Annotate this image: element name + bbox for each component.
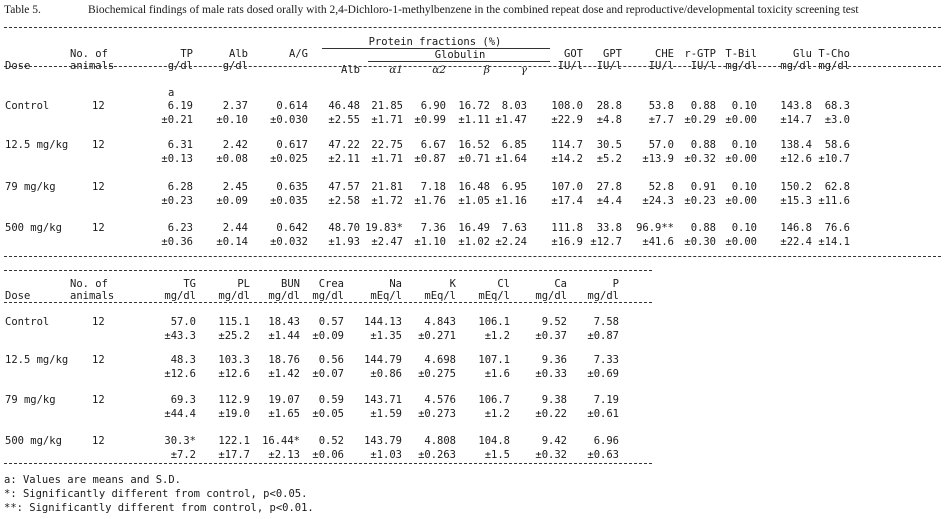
table-cell-mean: 0.56 [318, 354, 344, 366]
table-cell-mean: 4.843 [424, 316, 456, 328]
table-cell-mean: 146.8 [780, 222, 812, 234]
table-cell-mean: 7.18 [420, 181, 446, 193]
table-cell-sd: ±0.87 [414, 153, 446, 165]
table1-top-rule [4, 27, 941, 28]
table-cell-sd: ±17.7 [218, 449, 250, 461]
column-header-unit: mg/dl [312, 290, 344, 302]
table-cell-sd: ±1.6 [484, 368, 510, 380]
column-header: GPT [603, 48, 622, 60]
table-cell-sd: ±3.0 [824, 114, 850, 126]
table-cell-sd: ±43.3 [164, 330, 196, 342]
table-cell-sd: ±0.30 [684, 236, 716, 248]
table-cell-mean: 2.37 [222, 100, 248, 112]
table-cell-sd: ±0.273 [418, 408, 456, 420]
table-cell-mean: 96.9** [636, 222, 674, 234]
table-cell-sd: ±1.02 [458, 236, 490, 248]
table-cell-mean: 33.8 [596, 222, 622, 234]
column-header: P [612, 278, 619, 290]
table-cell-mean: 21.85 [371, 100, 403, 112]
table-cell-sd: ±22.9 [551, 114, 583, 126]
table-cell-sd: ±12.6 [164, 368, 196, 380]
table-cell-mean: 0.614 [276, 100, 308, 112]
table-cell-mean: 9.52 [541, 316, 567, 328]
table-cell-mean: 122.1 [218, 435, 250, 447]
table-cell-sd: ±0.00 [725, 114, 757, 126]
table-cell-sd: ±0.07 [312, 368, 344, 380]
table-cell-mean: 48.3 [170, 354, 196, 366]
table-cell-mean: 2.44 [222, 222, 248, 234]
table-cell-mean: 68.3 [824, 100, 850, 112]
table-cell-mean: 7.63 [501, 222, 527, 234]
table-cell-mean: 21.81 [371, 181, 403, 193]
animals-header: animals [70, 60, 115, 72]
table-cell-sd: ±0.035 [270, 195, 308, 207]
row-dose: 12.5 mg/kg [5, 139, 69, 151]
table2-header-rule [4, 302, 652, 303]
table-cell-mean: 143.8 [780, 100, 812, 112]
table-cell-sd: ±0.71 [458, 153, 490, 165]
column-header-unit: mg/dl [268, 290, 300, 302]
table-cell-mean: 7.58 [593, 316, 619, 328]
table-cell-mean: 112.9 [218, 394, 250, 406]
table-cell-mean: 19.07 [268, 394, 300, 406]
table-cell-sd: ±0.69 [587, 368, 619, 380]
table-cell-sd: ±0.29 [684, 114, 716, 126]
table-cell-mean: 4.698 [424, 354, 456, 366]
row-dose: 500 mg/kg [5, 222, 62, 234]
table-cell-mean: 0.88 [690, 222, 716, 234]
table-cell-sd: ±1.93 [328, 236, 360, 248]
table-cell-mean: 144.13 [364, 316, 402, 328]
table-cell-sd: ±2.11 [328, 153, 360, 165]
column-header: K [449, 278, 456, 290]
column-header: Crea [318, 278, 344, 290]
table-cell-sd: ±10.7 [818, 153, 850, 165]
table-cell-sd: ±4.4 [596, 195, 622, 207]
column-header-unit: α2 [432, 64, 446, 76]
table-cell-sd: ±12.7 [590, 236, 622, 248]
table-cell-sd: ±0.10 [216, 114, 248, 126]
table-cell-sd: ±13.9 [642, 153, 674, 165]
column-header: GOT [564, 48, 583, 60]
row-animals: 12 [92, 316, 105, 328]
column-header-unit: γ [520, 64, 527, 76]
table-cell-sd: ±0.86 [370, 368, 402, 380]
table-cell-mean: 143.71 [364, 394, 402, 406]
table-cell-sd: ±0.263 [418, 449, 456, 461]
table-cell-sd: ±4.8 [596, 114, 622, 126]
table-cell-sd: ±14.1 [818, 236, 850, 248]
table-cell-mean: 57.0 [170, 316, 196, 328]
table-cell-sd: ±12.6 [218, 368, 250, 380]
table-cell-sd: ±0.99 [414, 114, 446, 126]
row-dose: 12.5 mg/kg [5, 354, 69, 366]
column-header-unit: IU/l [690, 60, 716, 72]
row-animals: 12 [92, 139, 105, 151]
table-cell-sd: ±1.42 [268, 368, 300, 380]
table-cell-mean: 114.7 [551, 139, 583, 151]
animals-header: No. of [70, 278, 108, 290]
table-cell-sd: ±1.71 [371, 114, 403, 126]
table-cell-sd: ±0.00 [725, 195, 757, 207]
table-cell-sd: ±25.2 [218, 330, 250, 342]
table-cell-mean: 106.7 [478, 394, 510, 406]
table-cell-sd: ±0.030 [270, 114, 308, 126]
row-dose: 79 mg/kg [5, 181, 56, 193]
table-cell-mean: 0.10 [731, 181, 757, 193]
table-cell-sd: ±1.05 [458, 195, 490, 207]
table-cell-sd: ±0.00 [725, 153, 757, 165]
column-header-unit: β [483, 64, 490, 76]
dose-header: Dose [5, 290, 31, 302]
table-cell-sd: ±0.33 [535, 368, 567, 380]
table-cell-sd: ±0.09 [312, 330, 344, 342]
table-cell-mean: 115.1 [218, 316, 250, 328]
table-cell-mean: 6.95 [501, 181, 527, 193]
column-header: T-Cho [818, 48, 850, 60]
table-cell-sd: ±0.271 [418, 330, 456, 342]
column-header-unit: mg/dl [218, 290, 250, 302]
table-cell-sd: ±0.32 [684, 153, 716, 165]
table-cell-mean: 2.45 [222, 181, 248, 193]
row-animals: 12 [92, 354, 105, 366]
table-cell-mean: 16.52 [458, 139, 490, 151]
column-header-unit: IU/l [557, 60, 583, 72]
table-cell-mean: 0.10 [731, 139, 757, 151]
table-cell-sd: ±1.03 [370, 449, 402, 461]
table-cell-sd: ±1.72 [371, 195, 403, 207]
table-cell-mean: 6.67 [420, 139, 446, 151]
table-cell-sd: ±1.35 [370, 330, 402, 342]
table-cell-sd: ±1.5 [484, 449, 510, 461]
table-cell-sd: ±2.24 [495, 236, 527, 248]
table-label: Table 5. [4, 4, 41, 16]
column-header: r-GTP [684, 48, 716, 60]
table-cell-sd: ±1.44 [268, 330, 300, 342]
table-cell-mean: 0.10 [731, 222, 757, 234]
table-cell-mean: 0.57 [318, 316, 344, 328]
table-cell-mean: 106.1 [478, 316, 510, 328]
table-cell-mean: 7.36 [420, 222, 446, 234]
table-cell-sd: ±22.4 [780, 236, 812, 248]
superscript-a: a [168, 87, 175, 99]
table-cell-sd: ±0.23 [684, 195, 716, 207]
column-header-unit: mEq/l [478, 290, 510, 302]
table-cell-mean: 57.0 [648, 139, 674, 151]
table-cell-sd: ±1.47 [495, 114, 527, 126]
footnote: **: Significantly different from control, p<0.01. [4, 502, 314, 514]
column-header: Ca [554, 278, 567, 290]
table-cell-mean: 30.5 [596, 139, 622, 151]
column-header: T-Bil [725, 48, 757, 60]
table-cell-mean: 6.90 [420, 100, 446, 112]
table-cell-sd: ±24.3 [642, 195, 674, 207]
table-cell-sd: ±0.61 [587, 408, 619, 420]
table-cell-mean: 6.96 [593, 435, 619, 447]
table-cell-sd: ±16.9 [551, 236, 583, 248]
table-cell-sd: ±0.14 [216, 236, 248, 248]
table-cell-mean: 19.83* [365, 222, 403, 234]
column-header: A/G [289, 48, 308, 60]
column-header-unit: mg/dl [587, 290, 619, 302]
table-cell-sd: ±15.3 [780, 195, 812, 207]
table-cell-mean: 8.03 [501, 100, 527, 112]
row-animals: 12 [92, 222, 105, 234]
footnote: *: Significantly different from control, p<0.05. [4, 488, 308, 500]
table-cell-sd: ±0.23 [161, 195, 193, 207]
table-cell-mean: 103.3 [218, 354, 250, 366]
table-cell-mean: 6.28 [167, 181, 193, 193]
table-cell-sd: ±7.2 [170, 449, 196, 461]
table-cell-mean: 2.42 [222, 139, 248, 151]
table-cell-mean: 4.808 [424, 435, 456, 447]
table2-top-rule [4, 270, 652, 271]
protein-fractions-header: Protein fractions (%) [368, 36, 502, 48]
column-header-unit: mg/dl [725, 60, 757, 72]
table-cell-sd: ±19.0 [218, 408, 250, 420]
column-header-unit: mEq/l [370, 290, 402, 302]
table-cell-sd: ±0.87 [587, 330, 619, 342]
animals-header: No. of [70, 48, 108, 60]
table-cell-sd: ±1.2 [484, 330, 510, 342]
table-cell-sd: ±5.2 [596, 153, 622, 165]
table-cell-mean: 138.4 [780, 139, 812, 151]
table-cell-mean: 76.6 [824, 222, 850, 234]
table-cell-mean: 0.88 [690, 139, 716, 151]
column-header-unit: IU/l [596, 60, 622, 72]
table-cell-mean: 143.79 [364, 435, 402, 447]
table-cell-sd: ±1.65 [268, 408, 300, 420]
table-cell-mean: 9.38 [541, 394, 567, 406]
table-cell-sd: ±0.63 [587, 449, 619, 461]
column-header-unit: g/dl [167, 60, 193, 72]
table-cell-mean: 16.72 [458, 100, 490, 112]
table-cell-sd: ±0.22 [535, 408, 567, 420]
row-animals: 12 [92, 435, 105, 447]
table-cell-sd: ±1.59 [370, 408, 402, 420]
column-header-unit: mg/dl [818, 60, 850, 72]
footnote: a: Values are means and S.D. [4, 474, 182, 486]
table-cell-mean: 46.48 [328, 100, 360, 112]
table-cell-mean: 111.8 [551, 222, 583, 234]
animals-header: animals [70, 290, 115, 302]
table-cell-sd: ±17.4 [551, 195, 583, 207]
table-cell-mean: 0.635 [276, 181, 308, 193]
column-header: Glu [793, 48, 812, 60]
column-header: PL [237, 278, 250, 290]
table-cell-mean: 48.70 [328, 222, 360, 234]
table-cell-mean: 16.44* [262, 435, 300, 447]
row-animals: 12 [92, 181, 105, 193]
table-cell-mean: 7.33 [593, 354, 619, 366]
table-cell-mean: 6.85 [501, 139, 527, 151]
table-cell-mean: 22.75 [371, 139, 403, 151]
table-cell-sd: ±1.16 [495, 195, 527, 207]
table-cell-sd: ±0.37 [535, 330, 567, 342]
column-header: TG [183, 278, 196, 290]
table-cell-mean: 9.42 [541, 435, 567, 447]
column-header: Cl [497, 278, 510, 290]
table-cell-mean: 108.0 [551, 100, 583, 112]
globulin-header: Globulin [434, 49, 486, 61]
table-cell-mean: 16.48 [458, 181, 490, 193]
table-cell-mean: 4.576 [424, 394, 456, 406]
table-cell-sd: ±1.71 [371, 153, 403, 165]
table-cell-mean: 107.0 [551, 181, 583, 193]
table-cell-sd: ±14.2 [551, 153, 583, 165]
table-cell-mean: 6.19 [167, 100, 193, 112]
table-cell-sd: ±12.6 [780, 153, 812, 165]
column-header: Na [389, 278, 402, 290]
table-cell-sd: ±0.275 [418, 368, 456, 380]
column-header-unit: mg/dl [164, 290, 196, 302]
column-header: Alb [229, 48, 248, 60]
table-cell-mean: 7.19 [593, 394, 619, 406]
table-cell-mean: 0.10 [731, 100, 757, 112]
table-cell-mean: 28.8 [596, 100, 622, 112]
table-cell-mean: 18.43 [268, 316, 300, 328]
protein-fractions-rule [322, 48, 550, 49]
table1-bottom-rule [4, 256, 941, 257]
table-cell-sd: ±7.7 [648, 114, 674, 126]
table-cell-sd: ±1.2 [484, 408, 510, 420]
table-cell-mean: 104.8 [478, 435, 510, 447]
table-cell-mean: 150.2 [780, 181, 812, 193]
table-title: Biochemical findings of male rats dosed orally with 2,4-Dichloro-1-methylbenzene in the combined repeat dose and reproductive/developmental toxicity screening test [88, 4, 859, 16]
table-cell-mean: 6.31 [167, 139, 193, 151]
table-cell-mean: 47.22 [328, 139, 360, 151]
table-cell-sd: ±1.11 [458, 114, 490, 126]
column-header-unit: mg/dl [535, 290, 567, 302]
table-cell-mean: 27.8 [596, 181, 622, 193]
table2-bottom-rule [4, 463, 652, 464]
table-cell-sd: ±1.64 [495, 153, 527, 165]
table-cell-mean: 30.3* [164, 435, 196, 447]
table-cell-sd: ±2.47 [371, 236, 403, 248]
table-cell-mean: 16.49 [458, 222, 490, 234]
table-cell-mean: 0.59 [318, 394, 344, 406]
column-header-unit: g/dl [222, 60, 248, 72]
table-cell-mean: 53.8 [648, 100, 674, 112]
column-header-unit: IU/l [648, 60, 674, 72]
row-dose: 500 mg/kg [5, 435, 62, 447]
table-cell-sd: ±44.4 [164, 408, 196, 420]
table-cell-sd: ±0.36 [161, 236, 193, 248]
column-header-unit: α1 [389, 64, 403, 76]
table-cell-sd: ±2.58 [328, 195, 360, 207]
table-cell-mean: 69.3 [170, 394, 196, 406]
column-header: BUN [281, 278, 300, 290]
row-dose: Control [5, 316, 50, 328]
table-cell-sd: ±1.76 [414, 195, 446, 207]
table-cell-sd: ±2.13 [268, 449, 300, 461]
table-cell-mean: 62.8 [824, 181, 850, 193]
table-cell-sd: ±0.21 [161, 114, 193, 126]
table-cell-mean: 0.642 [276, 222, 308, 234]
table-cell-sd: ±2.55 [328, 114, 360, 126]
column-header-unit: mEq/l [424, 290, 456, 302]
table-cell-sd: ±0.025 [270, 153, 308, 165]
table-cell-mean: 9.36 [541, 354, 567, 366]
table-cell-sd: ±0.13 [161, 153, 193, 165]
column-header: CHE [655, 48, 674, 60]
table-cell-mean: 107.1 [478, 354, 510, 366]
column-header: TP [180, 48, 193, 60]
table-cell-mean: 0.88 [690, 100, 716, 112]
table-cell-sd: ±0.06 [312, 449, 344, 461]
table-cell-sd: ±14.7 [780, 114, 812, 126]
table-cell-sd: ±0.08 [216, 153, 248, 165]
table-cell-mean: 0.617 [276, 139, 308, 151]
row-animals: 12 [92, 100, 105, 112]
row-dose: 79 mg/kg [5, 394, 56, 406]
table-cell-mean: 144.79 [364, 354, 402, 366]
table-cell-sd: ±0.00 [725, 236, 757, 248]
table-cell-sd: ±41.6 [642, 236, 674, 248]
table-cell-mean: 0.52 [318, 435, 344, 447]
table-cell-mean: 18.76 [268, 354, 300, 366]
table-cell-sd: ±0.09 [216, 195, 248, 207]
table1-header-rule [4, 66, 941, 67]
table-cell-mean: 58.6 [824, 139, 850, 151]
table-cell-sd: ±11.6 [818, 195, 850, 207]
column-header-unit: mg/dl [780, 60, 812, 72]
table-cell-mean: 47.57 [328, 181, 360, 193]
table-cell-sd: ±0.032 [270, 236, 308, 248]
table-cell-mean: 6.23 [167, 222, 193, 234]
table-cell-sd: ±1.10 [414, 236, 446, 248]
row-dose: Control [5, 100, 50, 112]
dose-header: Dose [5, 60, 31, 72]
column-header-unit: Alb [341, 64, 360, 76]
row-animals: 12 [92, 394, 105, 406]
table-cell-mean: 52.8 [648, 181, 674, 193]
table-cell-mean: 0.91 [690, 181, 716, 193]
table-cell-sd: ±0.32 [535, 449, 567, 461]
table-cell-sd: ±0.05 [312, 408, 344, 420]
